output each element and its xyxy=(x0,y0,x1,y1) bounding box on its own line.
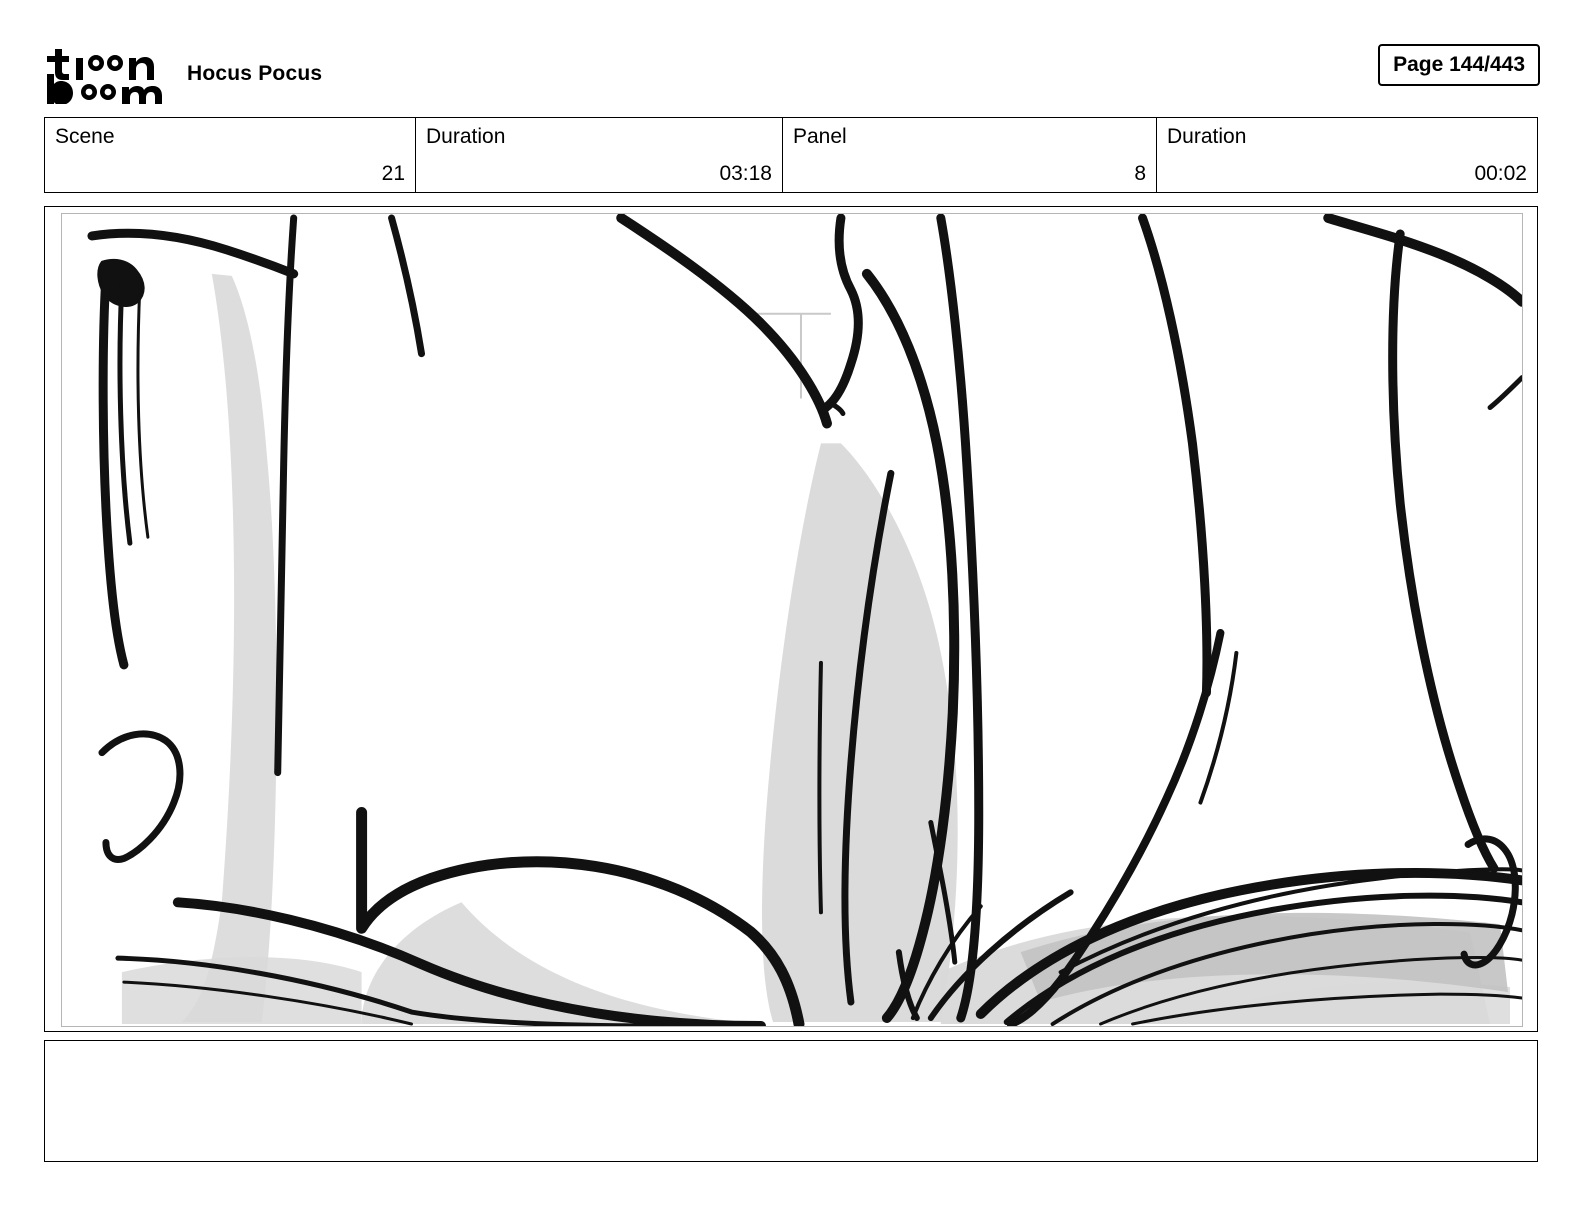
panel-artwork-open-book xyxy=(62,214,1522,1026)
toon-boom-logo-icon xyxy=(44,46,166,104)
scene-duration-label: Duration xyxy=(426,125,506,148)
scene-duration-cell xyxy=(416,118,783,192)
scene-cell xyxy=(45,118,416,192)
panel-image-area xyxy=(61,213,1523,1027)
panel-frame xyxy=(44,206,1538,1032)
panel-duration-cell xyxy=(1157,118,1537,192)
panel-metadata-table xyxy=(44,117,1538,193)
panel-value: 8 xyxy=(1134,162,1146,185)
panel-cell xyxy=(783,118,1157,192)
panel-notes-box[interactable] xyxy=(44,1040,1538,1162)
page-number-badge: Page 144/443 xyxy=(1378,44,1540,86)
page-header xyxy=(44,44,1540,106)
scene-value: 21 xyxy=(381,162,405,185)
panel-label: Panel xyxy=(793,125,847,148)
scene-duration-value: 03:18 xyxy=(719,162,772,185)
panel-duration-value: 00:02 xyxy=(1474,162,1527,185)
project-title: Hocus Pocus xyxy=(187,62,323,85)
scene-label: Scene xyxy=(55,125,115,148)
panel-duration-label: Duration xyxy=(1167,125,1247,148)
